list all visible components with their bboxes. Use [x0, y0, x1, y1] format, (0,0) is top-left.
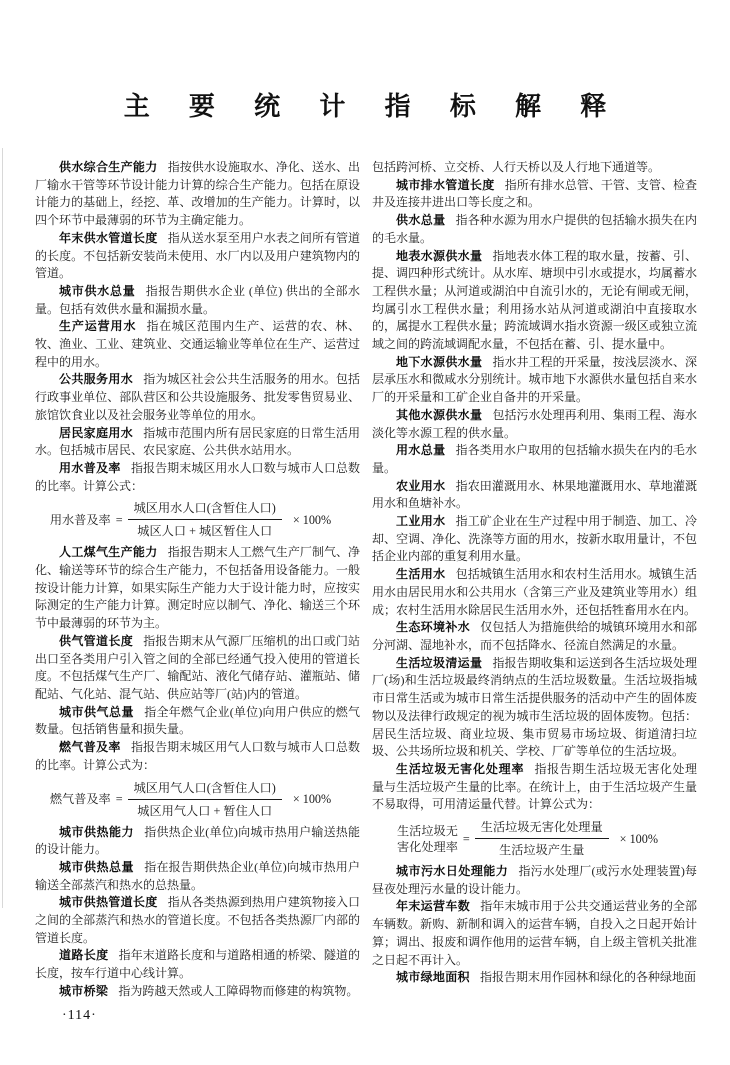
indicator-definition: 指报告期末用作园林和绿化的各种绿地面 [480, 970, 697, 985]
indicator-definition: 指在报告期供热企业(单位)向城市热用户输送全部蒸汽和热水的总热量。 [35, 859, 360, 892]
definition-paragraph [372, 442, 697, 477]
indicator-definition: 指农田灌溉用水、林果地灌溉用水、草地灌溉用水和鱼塘补水。 [372, 478, 697, 511]
definition-paragraph [35, 159, 360, 230]
indicator-term: 城市供水总量 [59, 283, 136, 298]
indicator-term: 城市污水日处理能力 [396, 864, 509, 879]
definition-paragraph [372, 655, 697, 761]
indicator-definition: 指各种水源为用水户提供的包括输水损失在内的毛水量。 [372, 213, 697, 245]
formula-lhs-line: 害化处理率 [396, 839, 458, 854]
definition-paragraph [35, 371, 360, 424]
continuation-paragraph [372, 159, 697, 177]
definition-paragraph [372, 407, 697, 442]
indicator-definition: 指报告期生活垃圾无害化处理量与生活垃圾产生量的比率。在统计上，由于生活垃圾产生量不易取得，可用清运量代替。计算公式为： [372, 761, 697, 812]
formula-lhs-line: 燃气普及率 [49, 792, 111, 806]
indicator-term: 年末供水管道长度 [59, 230, 158, 245]
definition-paragraph [35, 824, 360, 859]
definition-paragraph [372, 863, 697, 898]
fraction-numerator: 城区用气人口(含暂住人口) [128, 780, 282, 800]
indicator-definition: 指年末城市用于公共交通运营业务的全部车辆数。新购、新制和调入的运营车辆，自投入之日起开始计算；调出、报废和调作他用的运营车辆，自上级主管机关批准之日起不再计入。 [372, 899, 697, 967]
indicator-term: 城市供气总量 [59, 704, 135, 719]
definition-paragraph [372, 566, 697, 619]
indicator-definition: 指城市范围内所有居民家庭的日常生活用水。包括城市居民、农民家庭、公共供水站用水。 [35, 425, 360, 458]
indicator-term: 生活用水 [396, 567, 446, 582]
indicator-definition: 指水井工程的开采量，按浅层淡水、深层承压水和微咸水分别统计。城市地下水源供水量包括自来水厂的开采量和工矿企业自备井的开采量。 [372, 354, 697, 405]
indicator-term: 城市绿地面积 [396, 970, 470, 985]
definition-paragraph [372, 478, 697, 513]
indicator-term: 工业用水 [396, 514, 446, 529]
definition-paragraph [372, 212, 697, 247]
indicator-definition: 指工矿企业在生产过程中用于制造、加工、冷却、空调、净化、洗涤等方面的用水，按新水取用量计，不包括企业内部的重复利用水量。 [372, 514, 697, 564]
definition-paragraph [35, 425, 360, 460]
indicator-definition: 包括污水处理再利用、集雨工程、海水淡化等水源工程的供水量。 [372, 407, 697, 440]
definition-paragraph [35, 983, 360, 1001]
indicator-definition: 指在城区范围内生产、运营的农、林、牧、渔业、工业、建筑业、交通运输业等单位在生产、运营过程中的用水。 [35, 319, 360, 369]
fraction-numerator: 生活垃圾无害化处理量 [475, 819, 609, 839]
definition-paragraph [35, 739, 360, 774]
definition-paragraph [372, 513, 697, 566]
indicator-term: 城市排水管道长度 [396, 177, 495, 192]
indicator-definition: 指所有排水总管、干管、支管、检查井及连接井进出口等长度之和。 [372, 177, 697, 210]
indicator-definition: 指全年燃气企业(单位)向用户供应的燃气数量。包括销售量和损失量。 [35, 704, 360, 737]
indicator-definition: 指按供水设施取水、净化、送水、出厂输水干管等环节设计能力计算的综合生产能力。包括在原设计能力的基础上，经挖、革、改增加的生产能力。计算时，以四个环节中最薄弱的环节为主确定能力。 [35, 160, 360, 228]
right-column [372, 159, 697, 1001]
indicator-term: 用水普及率 [59, 460, 121, 475]
fraction-denominator: 城区人口 + 城区暂住人口 [137, 524, 273, 539]
indicator-definition: 指报告期收集和运送到各生活垃圾处理厂(场)和生活垃圾最终消纳点的生活垃圾数量。生活垃圾指城市日常生活或为城市日常生活提供服务的活动中产生的固体废物以及法律行政规定的视为城市生活垃圾的固体废物。包括：居民生活垃圾、商业垃圾、集市贸易市场垃圾、街道清扫垃圾、公共场所垃圾和机关、学校、厂矿等单位的生活垃圾。 [372, 655, 697, 759]
definition-paragraph [372, 761, 697, 814]
formula-multiplier: × 100% [292, 512, 332, 527]
indicator-term: 生活垃圾清运量 [396, 655, 483, 670]
equals-sign: = [462, 831, 470, 846]
indicator-term: 燃气普及率 [59, 740, 121, 755]
indicator-definition: 指供热企业(单位)向城市热用户输送热能的设计能力。 [35, 824, 360, 857]
indicator-definition: 指从送水泵至用户水表之间所有管道的长度。不包括新安装尚未使用、水厂内以及用户建筑物内的管道。 [35, 230, 360, 281]
indicator-term: 人工煤气生产能力 [59, 545, 158, 560]
indicator-term: 用水总量 [396, 443, 446, 458]
indicator-term: 生态环境补水 [396, 620, 471, 635]
definition-paragraph [35, 859, 360, 894]
formula-lhs [50, 512, 111, 528]
fraction-denominator: 生活垃圾产生量 [499, 843, 585, 858]
indicator-term: 城市供热管道长度 [59, 895, 158, 910]
page-title: 主 要 统 计 指 标 解 释 [123, 91, 623, 121]
indicator-definition: 指报告期供水企业 (单位) 供出的全部水量。包括有效供水量和漏损水量。 [35, 283, 360, 316]
formula [35, 496, 346, 543]
indicator-term: 生产运营用水 [59, 319, 137, 334]
indicator-term: 城市供热总量 [59, 859, 135, 874]
indicator-term: 公共服务用水 [59, 372, 134, 387]
fraction-numerator: 城区用水人口(含暂住人口) [128, 500, 282, 520]
indicator-term: 年末运营车数 [396, 899, 471, 914]
indicator-term: 地下水源供水量 [396, 354, 483, 369]
scan-edge-artifact [2, 148, 3, 908]
formula-lhs-line: 用水普及率 [49, 512, 111, 527]
left-column [35, 159, 360, 1001]
indicator-term: 供水总量 [396, 213, 446, 228]
indicator-definition: 指为跨越天然或人工障碍物而修建的构筑物。 [118, 983, 359, 998]
definition-paragraph [35, 318, 360, 371]
formula-lhs [50, 791, 111, 807]
indicator-definition: 指报告期末从气源厂压缩机的出口或门站出口至各类用户引入管之间的全部已经通气投入使用的管道长度。不包括煤气生产厂、输配站、液化气储存站、灌瓶站、储配站、气化站、混气站、供应站等厂(站)内的管道。 [35, 633, 360, 701]
definition-paragraph [372, 248, 697, 354]
indicator-definition: 指从各类热源到热用户建筑物接入口之间的全部蒸汽和热水的管道长度。不包括各类热源厂内部的管道长度。 [35, 895, 360, 945]
indicator-definition: 指报告期末人工燃气生产厂制气、净化、输送等环节的综合生产能力，不包括备用设备能力。一般按设计能力计算，如果实际生产能力大于设计能力时，应按实际测定的生产能力计算。测定时应以制气、净化、输送三个环节中最薄弱的环节为主。 [35, 545, 360, 631]
indicator-term: 城市供热能力 [59, 824, 135, 839]
definition-paragraph [35, 894, 360, 947]
two-column-layout [0, 159, 730, 1001]
indicator-term: 生活垃圾无害化处理率 [396, 761, 525, 776]
formula-multiplier: × 100% [619, 831, 659, 846]
definition-paragraph [35, 283, 360, 318]
equals-sign: = [115, 512, 123, 527]
formula-lhs-line: 生活垃圾无 [396, 823, 458, 838]
indicator-term: 农业用水 [396, 478, 446, 493]
indicator-definition: 仅包括人为措施供给的城镇环境用水和部分河湖、湿地补水，而不包括降水、径流自然满足的水量。 [372, 620, 697, 652]
indicator-term: 其他水源供水量 [396, 407, 483, 422]
fraction [128, 500, 282, 539]
fraction-denominator: 城区用气人口 + 暂住人口 [137, 803, 273, 818]
definition-paragraph [372, 619, 697, 654]
indicator-term: 供水综合生产能力 [59, 160, 158, 174]
formula-lhs [397, 823, 458, 855]
indicator-term: 居民家庭用水 [59, 425, 134, 440]
definition-paragraph [35, 544, 360, 633]
indicator-definition: 指各类用水户取用的包括输水损失在内的毛水量。 [372, 443, 697, 475]
definition-paragraph [372, 354, 697, 407]
indicator-term: 城市桥梁 [59, 983, 109, 998]
formula [372, 815, 683, 862]
equals-sign: = [115, 792, 123, 806]
indicator-term: 供气管道长度 [59, 633, 134, 648]
indicator-definition: 包括跨河桥、立交桥、人行天桥以及人行地下通道等。 [372, 160, 661, 174]
definition-paragraph [35, 460, 360, 495]
indicator-definition: 指报告期末城区用气人口数与城市人口总数的比率。计算公式为： [35, 740, 360, 772]
indicator-definition: 指地表水体工程的取水量，按蓄、引、提、调四种形式统计。从水库、塘坝中引水或提水，均属蓄水工程供水量；从河道或湖泊中自流引水的，无论有闸或无闸，均属引水工程供水量；利用扬水站从河道或湖泊中直接取水的，属提水工程供水量；跨流域调水指水资源一级区或独立流域之间的跨流域调配水量，不包括在蓄、引、提水量中。 [372, 248, 697, 352]
fraction [128, 780, 282, 819]
page-number: ·114· [62, 1008, 97, 1023]
indicator-term: 地表水源供水量 [396, 248, 483, 263]
definition-paragraph [35, 230, 360, 283]
fraction [475, 819, 609, 858]
definition-paragraph [372, 898, 697, 969]
indicator-term: 道路长度 [59, 948, 109, 963]
indicator-definition: 指为城区社会公共生活服务的用水。包括行政事业单位、部队营区和公共设施服务、批发零售贸易业、旅馆饮食业以及社会服务业等单位的用水。 [35, 372, 360, 422]
formula [35, 776, 346, 823]
definition-paragraph [372, 969, 697, 987]
definition-paragraph [35, 633, 360, 704]
indicator-definition: 包括城镇生活用水和农村生活用水。城镇生活用水由居民用水和公共用水（含第三产业及建筑业等用水）组成；农村生活用水除居民生活用水外，还包括牲畜用水在内。 [372, 567, 697, 617]
indicator-definition: 指年末道路长度和与道路相通的桥梁、隧道的长度，按车行道中心线计算。 [35, 948, 360, 981]
definition-paragraph [35, 947, 360, 982]
indicator-definition: 指报告期末城区用水人口数与城市人口总数的比率。计算公式： [35, 460, 360, 493]
indicator-definition: 指污水处理厂(或污水处理装置)每昼夜处理污水量的设计能力。 [372, 864, 697, 896]
formula-multiplier: × 100% [292, 792, 332, 806]
definition-paragraph [35, 704, 360, 739]
definition-paragraph [372, 177, 697, 212]
